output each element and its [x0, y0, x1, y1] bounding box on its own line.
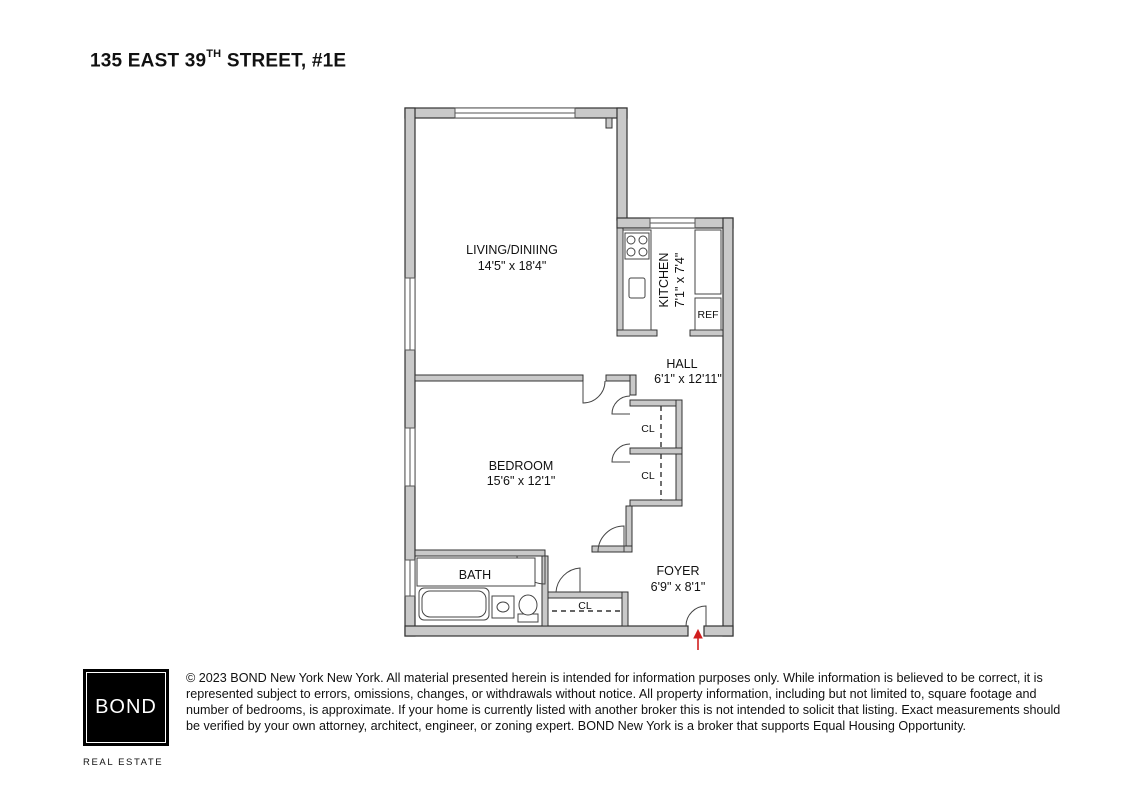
- kitchen-sink-icon: [629, 278, 645, 298]
- title-main: 135 EAST 39: [90, 50, 207, 72]
- bedroom-name: BEDROOM: [488, 459, 554, 473]
- legal-disclaimer: © 2023 BOND New York New York. All material presented herein is intended for information purposes only. While information is believed to be correct, it is represented subject to errors, omissions, changes, or withdrawals without notice. All property information, including but not limited to, square footage and number of bedrooms, is approximate. If your home is currently listed with another broker this is not intended to solicit that listing. Exact measurements should be verified by your own attorney, architect, engineer, or zoning expert. BOND New York is a broker that supports Equal Housing Opportunity.: [186, 671, 1061, 733]
- living-room-dims: 14'5" x 18'4": [477, 259, 547, 273]
- closet-rods: [552, 406, 661, 611]
- windows: [405, 108, 698, 596]
- bedroom-dims: 15'6" x 12'1": [486, 474, 556, 488]
- burner-icon: [627, 236, 635, 244]
- entry-arrow-icon: [694, 630, 702, 650]
- closet-label: CL: [641, 470, 655, 482]
- hall-name: HALL: [666, 357, 698, 371]
- toilet-icon: [519, 595, 537, 615]
- foyer-dims: 6'9" x 8'1": [650, 580, 706, 594]
- logo-wordmark: BOND: [86, 672, 166, 743]
- burner-icon: [639, 236, 647, 244]
- title-superscript: TH: [206, 48, 222, 60]
- bond-logo: [83, 669, 169, 746]
- title-rest: STREET, #1E: [221, 50, 347, 72]
- refrigerator-label: REF: [697, 309, 719, 321]
- kitchen-name: KITCHEN: [657, 252, 671, 308]
- closet-label: CL: [578, 600, 592, 612]
- hall-dims: 6'1" x 12'11": [654, 372, 722, 386]
- living-room-name: LIVING/DINIING: [466, 243, 558, 257]
- closet-label: CL: [641, 423, 655, 435]
- logo-subtitle: REAL ESTATE: [83, 757, 164, 768]
- bath-name: BATH: [458, 568, 492, 582]
- kitchen-label: [657, 253, 687, 308]
- kitchen-dims: 7'1" x 7'4": [673, 252, 687, 308]
- burner-icon: [627, 248, 635, 256]
- burner-icon: [639, 248, 647, 256]
- foyer-name: FOYER: [656, 564, 700, 578]
